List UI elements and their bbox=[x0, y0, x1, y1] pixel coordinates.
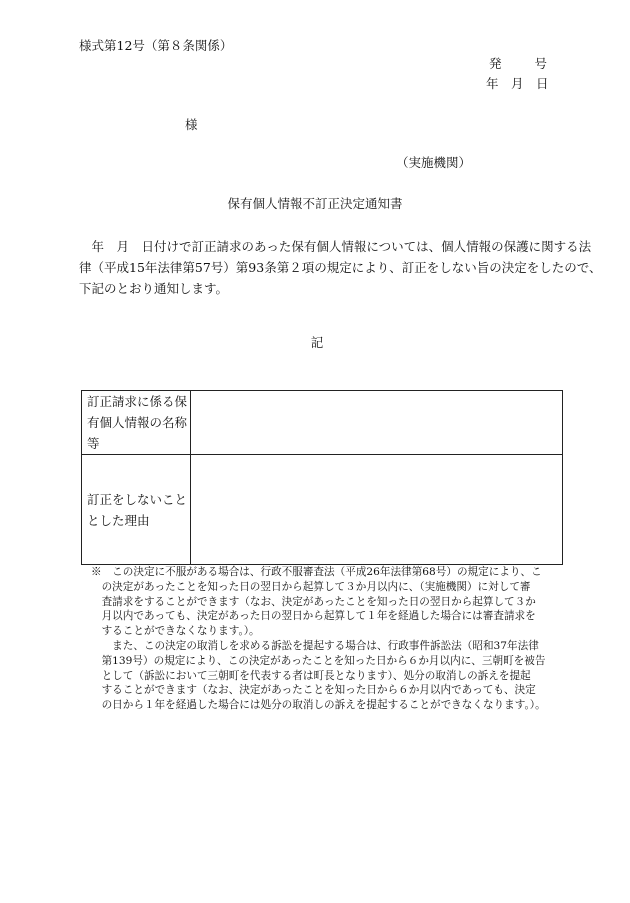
ki-heading: 記 bbox=[310, 335, 324, 350]
note-line: することができなくなります。）。 bbox=[91, 625, 260, 638]
label-line: とした理由 bbox=[87, 512, 150, 528]
label-line: 等 bbox=[87, 436, 100, 451]
table-row bbox=[82, 455, 563, 565]
note-line: することができます（なお、決定があったことを知った日から６か月以内であっても、決定 bbox=[91, 684, 536, 697]
note-line: 査請求をすることができます（なお、決定があったことを知った日の翌日から起算して３か bbox=[91, 595, 536, 608]
row-value bbox=[191, 391, 563, 455]
note-line: ※ この決定に不服がある場合は、行政不服審査法（平成26年法律第68号）の規定により、こ bbox=[91, 566, 542, 578]
note-line: 月以内であっても、決定があった日の翌日から起算して１年を経過した場合には審査請求を bbox=[91, 610, 536, 623]
note-line: の日から１年を経過した場合には処分の取消しの訴えを提起することができなくなります。）。 bbox=[91, 699, 546, 712]
row-label bbox=[82, 391, 191, 455]
note-line: として（訴訟において三朝町を代表する者は町長となります）、処分の取消しの訴えを提起 bbox=[91, 669, 531, 682]
document-title: 保有個人情報不訂正決定通知書 bbox=[227, 196, 403, 211]
addressee-suffix: 様 bbox=[185, 117, 198, 132]
row-value bbox=[191, 455, 563, 565]
label-line: 有個人情報の名称 bbox=[87, 415, 188, 430]
row-label bbox=[82, 455, 191, 565]
note-line: の決定があったことを知った日の翌日から起算して３か月以内に、（実施機関）に対して審 bbox=[91, 580, 531, 593]
form-number: 様式第12号（第８条関係） bbox=[79, 38, 233, 53]
notes bbox=[91, 565, 571, 713]
body-text bbox=[79, 236, 602, 299]
date-year: 年 bbox=[486, 76, 499, 91]
date-line bbox=[486, 75, 548, 92]
label-line: 訂正をしないこと bbox=[87, 491, 188, 507]
agency-name: （実施機関） bbox=[396, 155, 472, 170]
table-row bbox=[82, 391, 563, 455]
body-line: 律（平成15年法律第57号）第93条第２項の規定により、訂正をしない旨の決定をしたので、 bbox=[79, 260, 602, 275]
detail-table bbox=[81, 390, 563, 565]
note-line: また、この決定の取消しを求める訴訟を提起する場合は、行政事件訴訟法（昭和37年法律 bbox=[91, 639, 539, 652]
date-month: 月 bbox=[511, 76, 524, 91]
issue-number-label bbox=[489, 55, 547, 72]
label-line: 訂正請求に係る保 bbox=[87, 394, 188, 409]
body-line: 下記のとおり通知します。 bbox=[79, 281, 229, 296]
body-line: 年 月 日付けで訂正請求のあった保有個人情報については、個人情報の保護に関する法 bbox=[79, 239, 592, 254]
issue-label-left: 発 bbox=[489, 56, 502, 71]
note-line: 第139号）の規定により、この決定があったことを知った日から６か月以内に、三朝町を被告 bbox=[91, 654, 546, 667]
issue-label-right: 号 bbox=[534, 56, 547, 71]
date-day: 日 bbox=[536, 76, 549, 91]
